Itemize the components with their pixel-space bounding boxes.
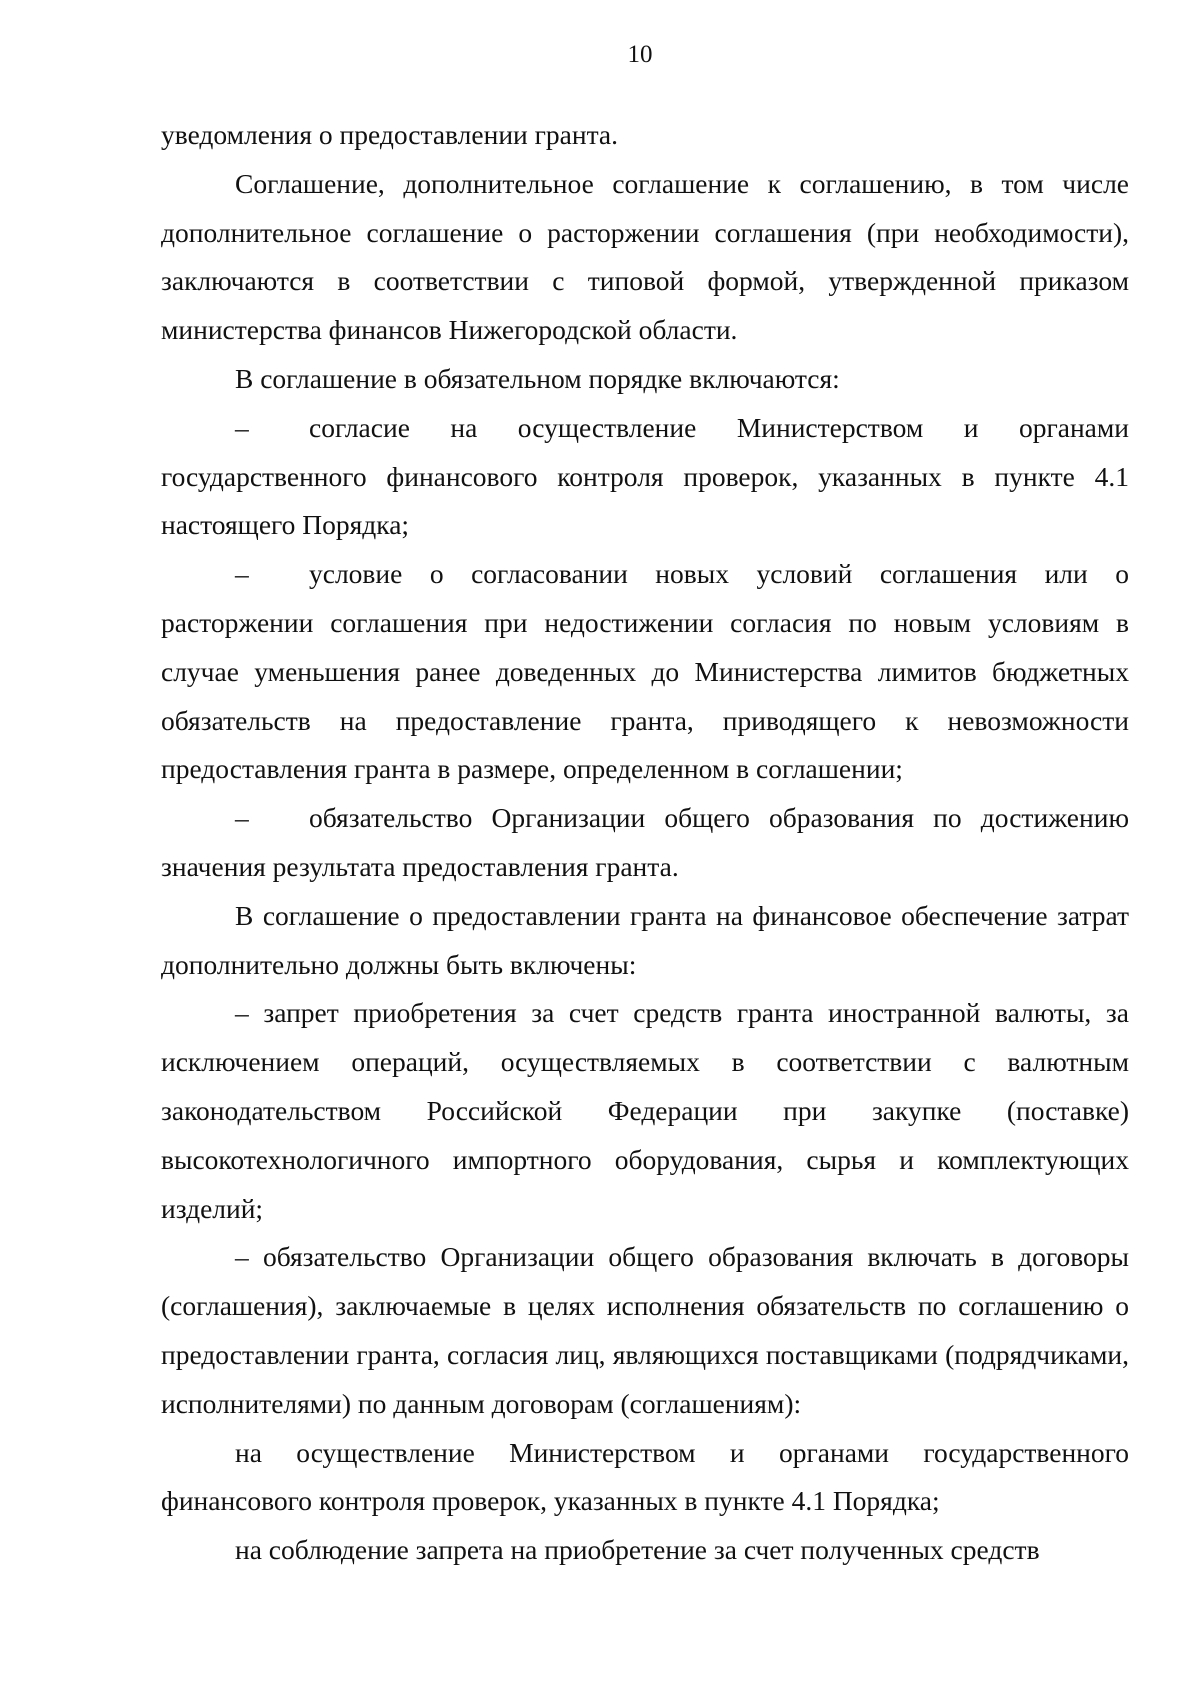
list-item-text: условие о согласовании новых условий соглашения или о расторжении соглашения при недостижении согласия по новым условиям в случае уменьшения ранее доведенных до Министерства лимитов бюджетных обязательств на предоставление гранта, приводящего к невозможности предоставления гранта в размере, определенном в соглашении; <box>161 558 1129 785</box>
page-number: 10 <box>627 41 653 68</box>
paragraph: В соглашение в обязательном порядке включаются: <box>235 362 840 394</box>
list-item <box>161 794 1129 892</box>
dash-marker: – <box>235 558 249 590</box>
list-item <box>161 404 1129 550</box>
paragraph: на соблюдение запрета на приобретение за счет полученных средств <box>235 1534 1040 1566</box>
dash-marker: – <box>235 802 249 834</box>
paragraph: – обязательство Организации общего образования включать в договоры (соглашения), заключаемые в целях исполнения обязательств по соглашению о предоставлении гранта, согласия лиц, являющихся поставщиками (подрядчиками, исполнителями) по данным договорам (соглашениям): <box>161 1241 1129 1419</box>
paragraph: на осуществление Министерством и органами государственного финансового контроля проверок, указанных в пункте 4.1 Порядка; <box>161 1436 1129 1517</box>
paragraph: – запрет приобретения за счет средств гранта иностранной валюты, за исключением операций, осуществляемых в соответствии с валютным законодательством Российской Федерации при закупке (поставке) высокотехнологичного импортного оборудования, сырья и комплектующих изделий; <box>161 997 1129 1224</box>
paragraph: Соглашение, дополнительное соглашение к соглашению, в том числе дополнительное соглашение о расторжении соглашения (при необходимости), заключаются в соответствии с типовой формой, утвержденной приказом министерства финансов Нижегородской области. <box>161 167 1129 346</box>
list-item-text: согласие на осуществление Министерством и органами государственного финансового контроля проверок, указанных в пункте 4.1 настоящего Порядка; <box>161 411 1129 541</box>
document-body <box>161 111 1129 1575</box>
list-item <box>161 550 1129 794</box>
paragraph: В соглашение о предоставлении гранта на финансовое обеспечение затрат дополнительно должны быть включены: <box>161 899 1129 980</box>
list-item-text: обязательство Организации общего образования по достижению значения результата предоставления гранта. <box>161 802 1129 882</box>
dash-marker: – <box>235 411 249 443</box>
paragraph: уведомления о предоставлении гранта. <box>161 119 619 150</box>
